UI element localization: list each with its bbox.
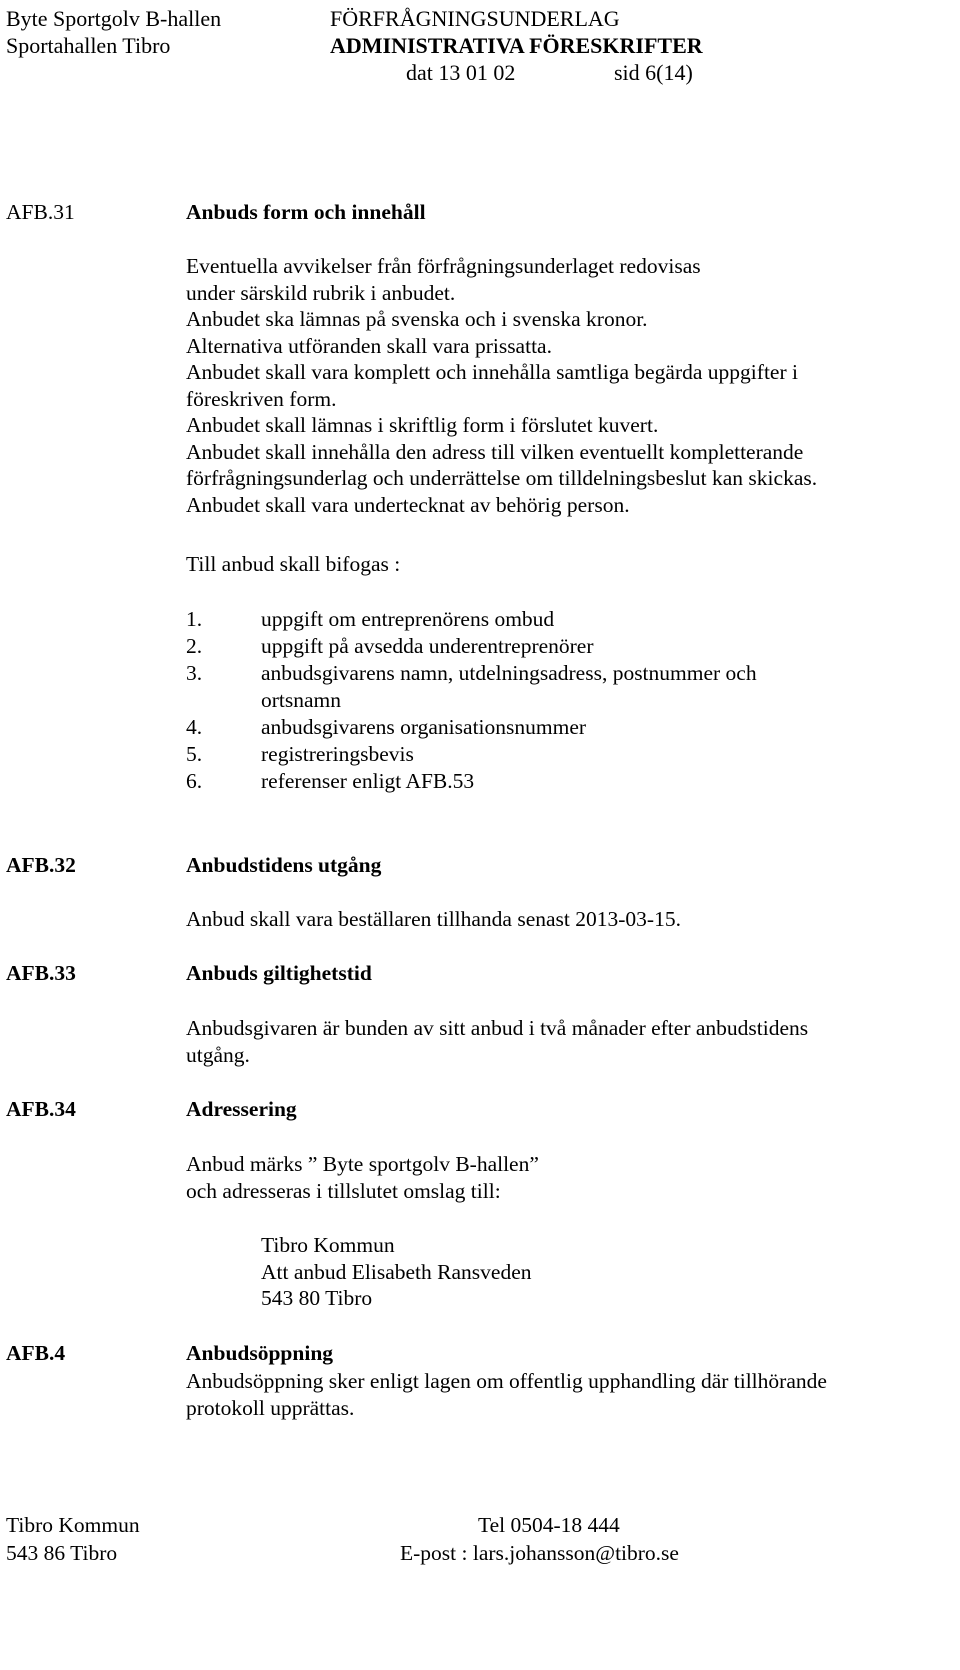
list-item-number: 4. xyxy=(186,715,203,739)
footer-postal-address: 543 86 Tibro xyxy=(6,1541,118,1565)
list-item-number: 5. xyxy=(186,742,203,766)
footer-organization: Tibro Kommun xyxy=(6,1513,140,1537)
header-doc-title: ADMINISTRATIVA FÖRESKRIFTER xyxy=(330,33,703,58)
list-item-number: 1. xyxy=(186,607,203,631)
section-code: AFB.4 xyxy=(6,1341,66,1365)
paragraph-line: under särskild rubrik i anbudet. xyxy=(186,280,456,305)
list-item-number: 3. xyxy=(186,661,203,685)
section-paragraph xyxy=(186,1015,808,1068)
section-paragraph xyxy=(186,1368,827,1421)
paragraph-line: Anbudet skall vara komplett och innehålla samtliga begärda uppgifter i xyxy=(186,360,798,384)
header-location: Sportahallen Tibro xyxy=(6,33,171,58)
section-code: AFB.32 xyxy=(6,853,76,877)
list-item-continuation: ortsnamn xyxy=(261,688,342,712)
footer-phone: Tel 0504-18 444 xyxy=(478,1513,620,1537)
section-code: AFB.33 xyxy=(6,961,76,985)
paragraph-line: protokoll upprättas. xyxy=(186,1395,355,1420)
section-paragraph xyxy=(186,253,817,518)
section-code: AFB.31 xyxy=(6,200,75,224)
list-item-number: 2. xyxy=(186,634,203,658)
section-title: Anbudsöppning xyxy=(186,1341,334,1365)
section-code: AFB.34 xyxy=(6,1097,76,1121)
header-date: dat 13 01 02 xyxy=(406,60,516,85)
footer-email: E-post : lars.johansson@tibro.se xyxy=(400,1541,679,1565)
section-title: Adressering xyxy=(186,1097,297,1121)
address-line: Tibro Kommun xyxy=(261,1233,395,1257)
paragraph-line: föreskriven form. xyxy=(186,386,337,411)
list-item: referenser enligt AFB.53 xyxy=(261,769,475,793)
list-item-number: 6. xyxy=(186,769,203,793)
section-title: Anbuds giltighetstid xyxy=(186,961,372,985)
section-title: Anbuds form och innehåll xyxy=(186,200,426,224)
header-page-number: sid 6(14) xyxy=(614,60,693,85)
address-block xyxy=(261,1232,531,1312)
attachments-intro: Till anbud skall bifogas : xyxy=(186,552,401,576)
paragraph-line: Anbud märks ” Byte sportgolv B-hallen” xyxy=(186,1152,539,1176)
section-text: Anbud skall vara beställaren tillhanda senast 2013-03-15. xyxy=(186,907,681,931)
paragraph-line: Alternativa utföranden skall vara prissatta. xyxy=(186,333,552,358)
paragraph-line: Anbudsgivaren är bunden av sitt anbud i två månader efter anbudstidens xyxy=(186,1016,809,1040)
paragraph-line: förfrågningsunderlag och underrättelse om tilldelningsbeslut kan skickas. xyxy=(186,466,818,490)
paragraph-line: Anbudet skall lämnas i skriftlig form i förslutet kuvert. xyxy=(186,413,659,437)
list-item: anbudsgivarens organisationsnummer xyxy=(261,715,587,739)
paragraph-line: Eventuella avvikelser från förfrågningsunderlaget redovisas xyxy=(186,254,701,278)
list-item: uppgift på avsedda underentreprenörer xyxy=(261,634,594,658)
paragraph-line: Anbudet skall vara undertecknat av behörig person. xyxy=(186,492,630,517)
section-title: Anbudstidens utgång xyxy=(186,853,382,877)
header-doc-type: FÖRFRÅGNINGSUNDERLAG xyxy=(330,6,620,31)
paragraph-line: Anbudet skall innehålla den adress till vilken eventuellt kompletterande xyxy=(186,439,804,464)
header-project-name: Byte Sportgolv B-hallen xyxy=(6,6,222,31)
paragraph-line: och adresseras i tillslutet omslag till: xyxy=(186,1178,501,1203)
list-item: uppgift om entreprenörens ombud xyxy=(261,607,555,631)
section-paragraph xyxy=(186,1151,539,1204)
paragraph-line: Anbudet ska lämnas på svenska och i svenska kronor. xyxy=(186,307,648,331)
list-item: anbudsgivarens namn, utdelningsadress, postnummer och xyxy=(261,661,757,685)
address-line: 543 80 Tibro xyxy=(261,1286,373,1310)
paragraph-line: Anbudsöppning sker enligt lagen om offentlig upphandling där tillhörande xyxy=(186,1369,827,1393)
paragraph-line: utgång. xyxy=(186,1042,250,1067)
list-item: registreringsbevis xyxy=(261,742,414,766)
address-line: Att anbud Elisabeth Ransveden xyxy=(261,1259,532,1284)
